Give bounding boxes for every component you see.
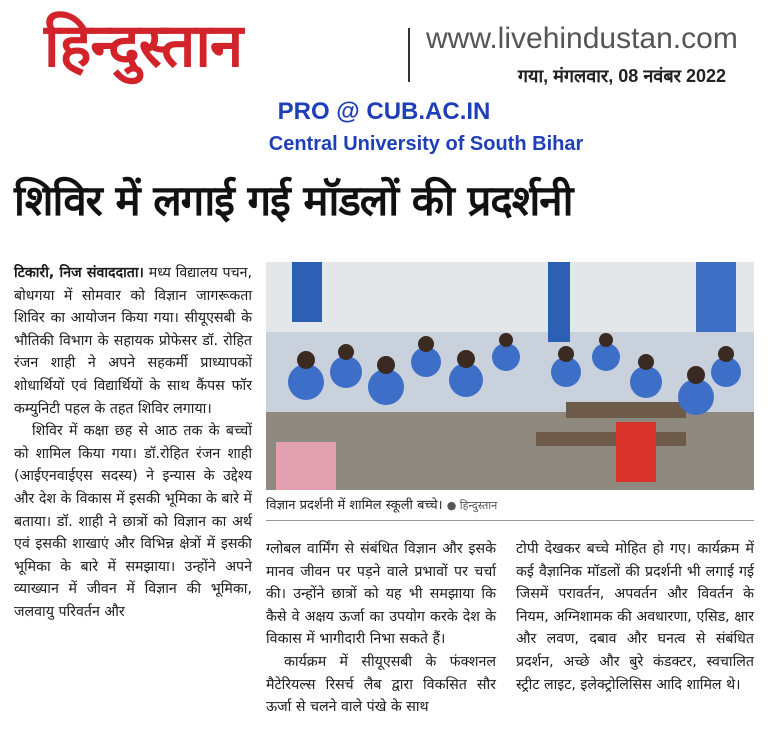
article-column-3 [516, 538, 754, 696]
article-column-2 [266, 538, 496, 719]
byline: टिकारी, निज संवाददाता। [14, 265, 144, 281]
classroom-photo-illustration [266, 262, 754, 490]
university-name: Central University of South Bihar [268, 133, 584, 155]
article-photo [266, 262, 754, 490]
article-headline: शिविर में लगाई गई मॉडलों की प्रदर्शनी [14, 176, 573, 225]
masthead-divider [408, 28, 410, 82]
pro-email: PRO @ CUB.AC.IN [277, 98, 491, 125]
caption-rule [266, 520, 754, 521]
site-url: www.livehindustan.com [426, 22, 738, 55]
article-paragraph-2: शिविर में कक्षा छह से आठ तक के बच्चों को शामिल किया गया। डॉ.रोहित रंजन शाही (आईएनवाईएस सदस्य) ने इन्यास के उद्देश्य और देश के विकास में इसकी भूमिका के बारे में बताया। डॉ. शाही ने छात्रों को विज्ञान का अर्थ एवं इसकी शाखाएं और विभिन्न क्षेत्रों में इसकी भूमिका के बारे में समझाया। उन्होंने अपने व्याख्यान में जीवन में विज्ञान की भूमिका, जलवायु परिवर्तन और [14, 423, 252, 620]
paragraph-1-text: मध्य विद्यालय पचन, बोधगया में सोमवार को विज्ञान जागरूकता शिविर का आयोजन किया गया। सीयूएसबी के भौतिकी विभाग के सहायक प्रोफेसर डॉ. रोहित रंजन शाही ने अपने सहकर्मी प्राध्यापकों शोधार्थियों एवं विद्यार्थियों के साथ कैंपस फॉर कम्युनिटी पहल के तहत शिविर लगाया। [14, 265, 252, 417]
article-paragraph-1 [14, 262, 252, 420]
dateline: गया, मंगलवार, 08 नवंबर 2022 [517, 66, 726, 86]
article-paragraph-4: कार्यक्रम में सीयूएसबी के फंक्शनल मैटेरियल्स रिसर्च लैब द्वारा विकसित सौर ऊर्जा से चलने वाले पंखे के साथ [266, 653, 496, 716]
photo-credit: ● हिन्दुस्तान [446, 499, 498, 512]
article-paragraph-5: टोपी देखकर बच्चे मोहित हो गए। कार्यक्रम में कई वैज्ञानिक मॉडलों की प्रदर्शनी भी लगाई गई जिसमें परावर्तन, अपवर्तन और विवर्तन के नियम, अग्निशामक की अवधारणा, एसिड, क्षार और लवण, दबाव और घनत्व से संबंधित प्रदर्शन, अच्छे और बुरे कंडक्टर, स्वचालित स्ट्रीट लाइट, इलेक्ट्रोलिसिस आदि शामिल थे। [516, 541, 754, 693]
photo-caption [266, 496, 754, 516]
article-paragraph-3: ग्लोबल वार्मिंग से संबंधित विज्ञान और इसके मानव जीवन पर पड़ने वाले प्रभावों पर चर्चा की। उन्होंने छात्रों को यह भी समझाया कि कैसे वे अक्षय ऊर्जा का उपयोग करके देश के विकास में भागीदारी निभा सकते हैं। [266, 541, 496, 648]
masthead-logo: हिन्दुस्तान [44, 11, 243, 81]
article-column-1 [14, 262, 252, 624]
caption-text: विज्ञान प्रदर्शनी में शामिल स्कूली बच्चे। [266, 498, 443, 513]
